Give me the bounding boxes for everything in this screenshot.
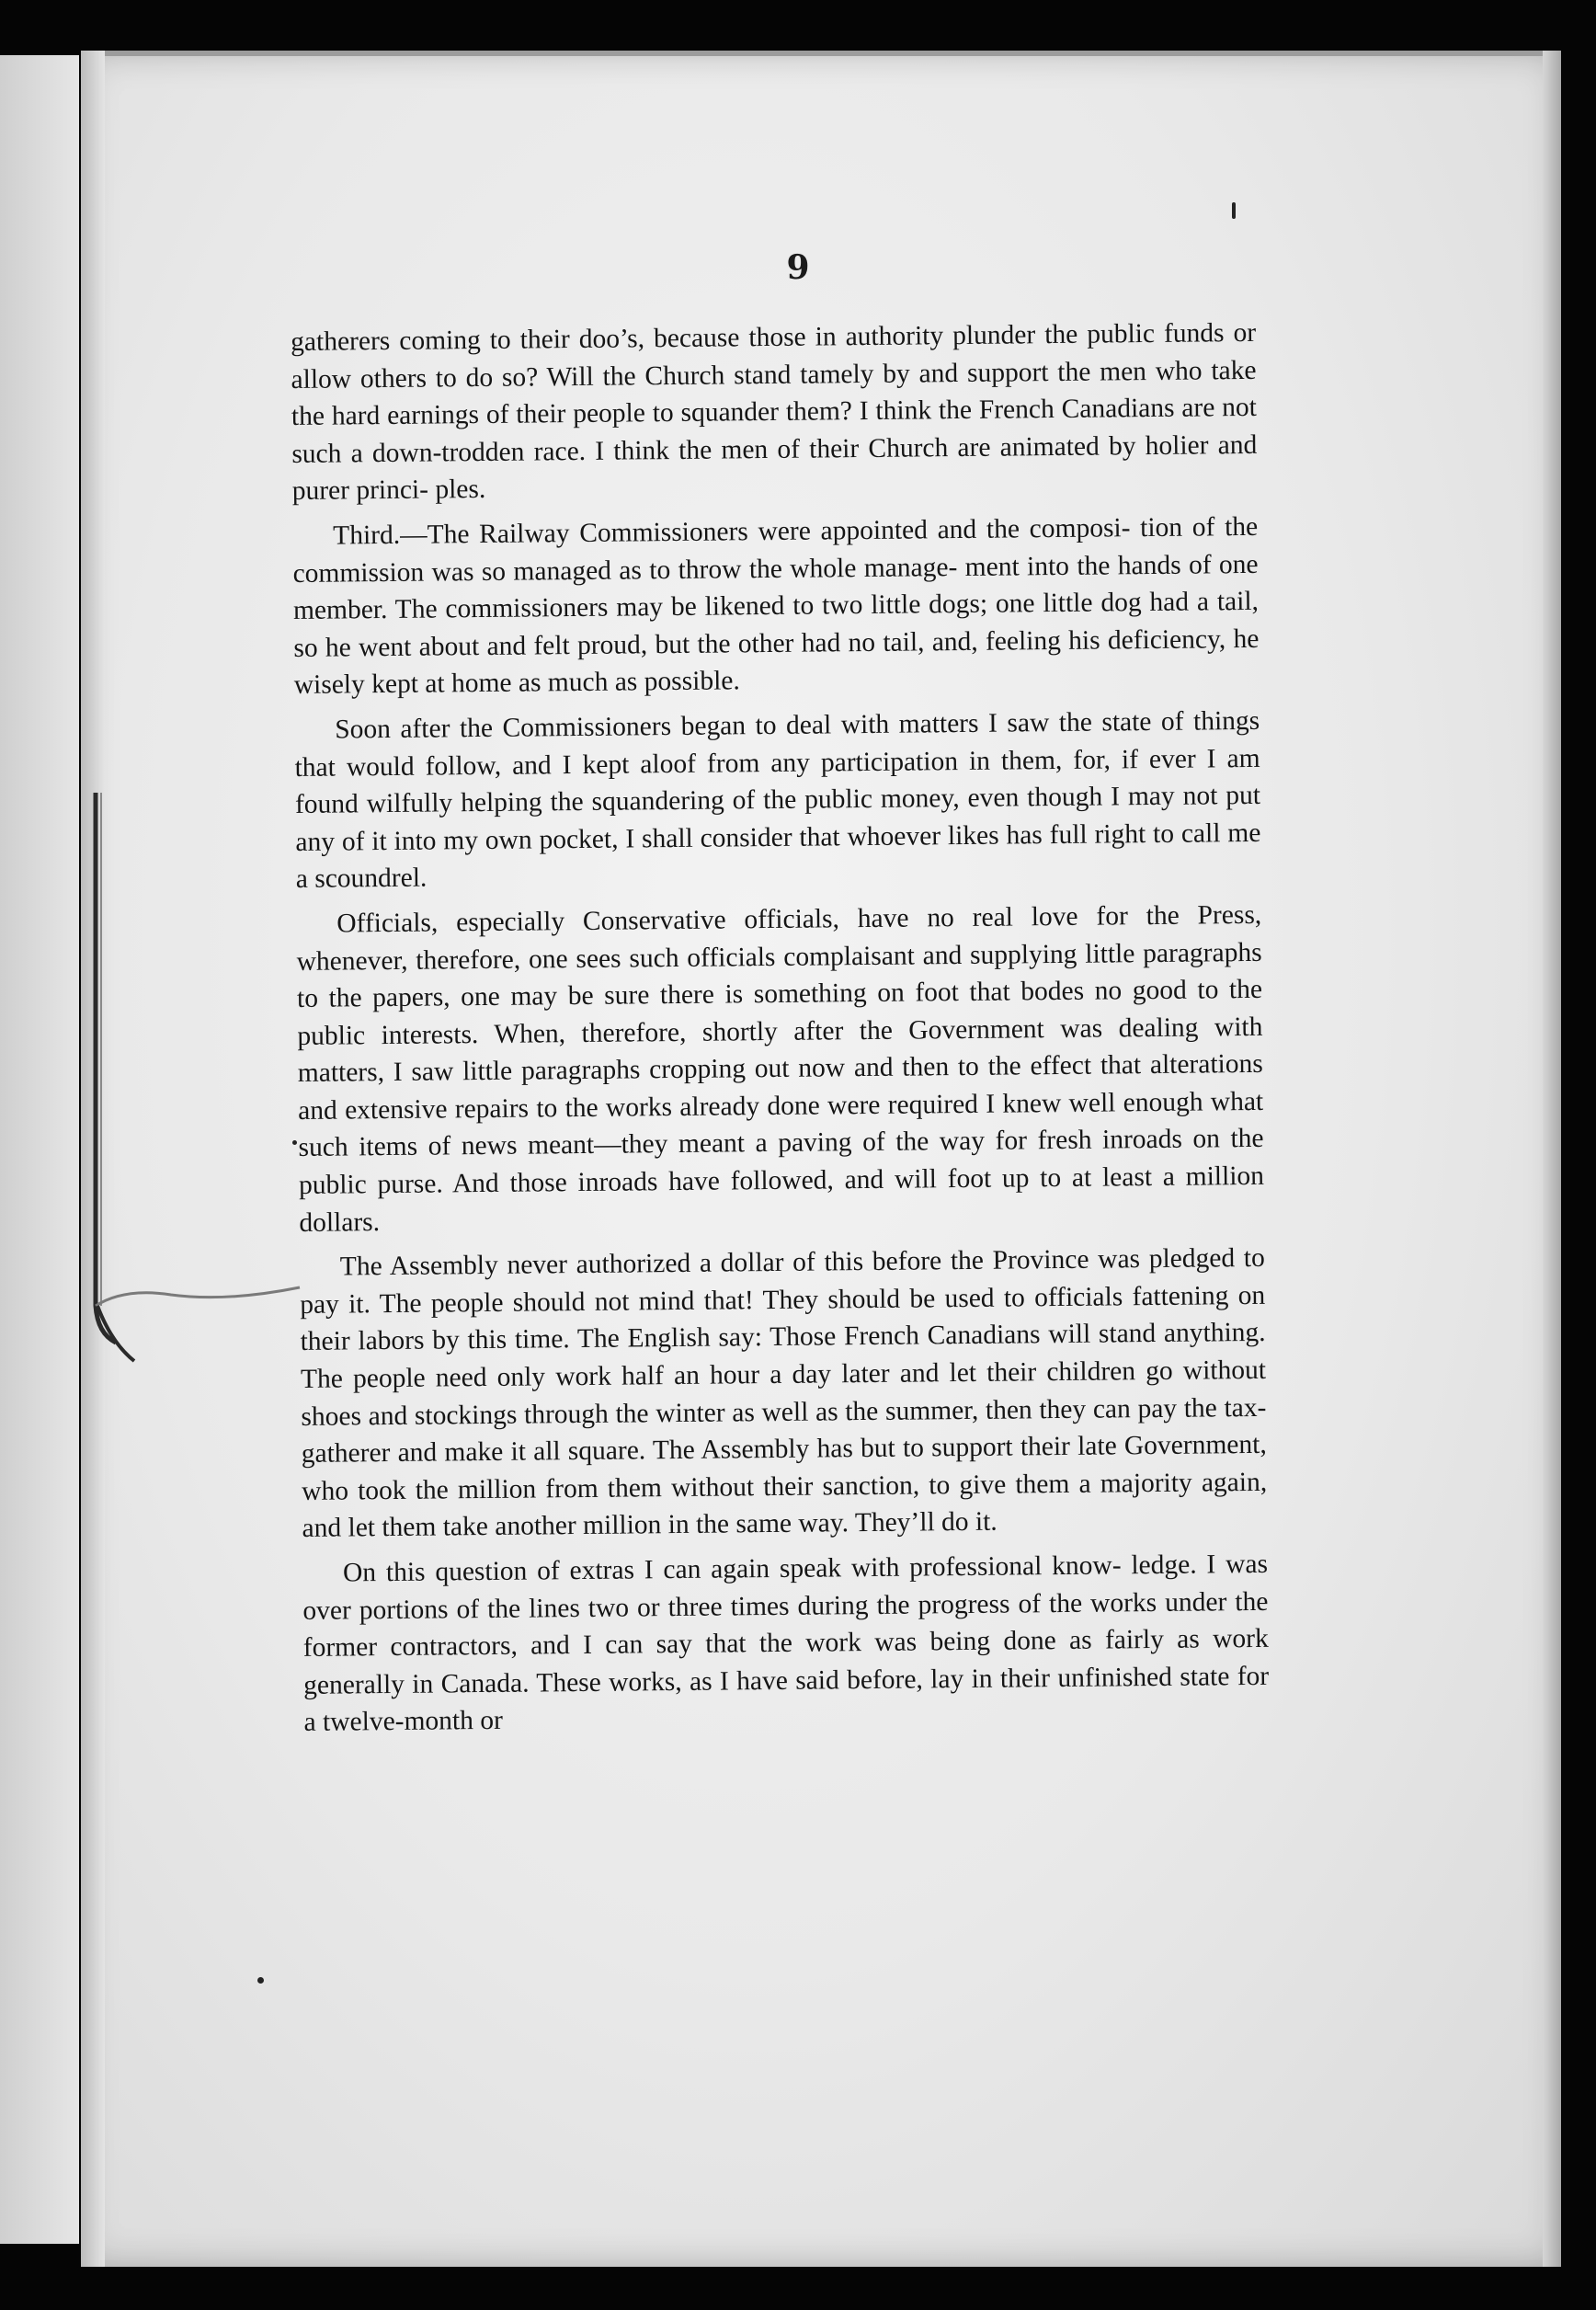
scan-speck xyxy=(257,1977,264,1984)
page-right-edge xyxy=(1543,51,1561,2267)
paragraph-5: The Assembly never authorized a dollar of this before the Province was pledged to pay it. The people should not mind that! They should be used to officials fattening on their labors by this time. The English say: Those French Canadians will stand anything. The people need only work half an hour a day later and let their children go without shoes and stockings through the winter as well as the summer, then they can pay the tax- gatherer and make it all square. The Assembly has but to support their late Government, who took the million from them without their sanction, to give them a majority again, and let them take another million in the same way. They’ll do it. xyxy=(300,1243,1268,1544)
scan-speck xyxy=(292,1140,297,1145)
page-spine-edge xyxy=(81,51,105,2267)
page-number: 9 xyxy=(786,248,810,287)
paragraph-3: Soon after the Commissioners began to deal with matters I saw the state of things that would follow, and I kept aloof from any participation in them, for, if ever I am found wilfully helping the squandering of the public money, even though I may not put any of it into my own pocket, I shall consider that whoever likes has full right to call me a scoundrel. xyxy=(294,705,1261,895)
page-top-edge xyxy=(81,51,1561,56)
facing-page-edge xyxy=(0,55,79,2244)
body-text xyxy=(291,314,1270,1749)
scan-speck xyxy=(1232,202,1236,219)
paragraph-4: Officials, especially Conservative officials, have no real love for the Press, whenever, therefore, one sees such officials complaisant and supplying little paragraphs to the papers, one may be sure there is something on foot that bodes no good to the public interests. When, therefore, shortly after the Government was dealing with matters, I saw little paragraphs cropping out now and then to the effect that alterations and extensive repairs to the works already done were required I knew well enough what such items of news meant—they meant a paving of the way for fresh inroads on the public purse. And those inroads have followed, and will foot up to at least a million dollars. xyxy=(296,899,1265,1238)
paragraph-6: On this question of extras I can again speak with professional know- ledge. I was over portions of the lines two or three times during the progress of the works under the former contractors, and I can say that the work was being done as fairly as work generally in Canada. These works, as I have said before, lay in their unfinished state for a twelve-month or xyxy=(302,1549,1270,1738)
paragraph-2: Third.—The Railway Commissioners were appointed and the composi- tion of the commission was so managed as to throw the whole manage- ment into the hands of one member. The commissioners may be likened to two little dogs; one little dog had a tail, so he went about and felt proud, but the other had no tail, and, feeling his deficiency, he wisely kept at home as much as possible. xyxy=(292,511,1260,701)
paragraph-1: gatherers coming to their doo’s, because those in authority plunder the public funds or allow others to do so? Will the Church stand tamely by and support the men who take the hard earnings of their people to squander them? I think the French Canadians are not such a down-trodden race. I think the men of their Church are animated by holier and purer princi- ples. xyxy=(291,317,1258,507)
